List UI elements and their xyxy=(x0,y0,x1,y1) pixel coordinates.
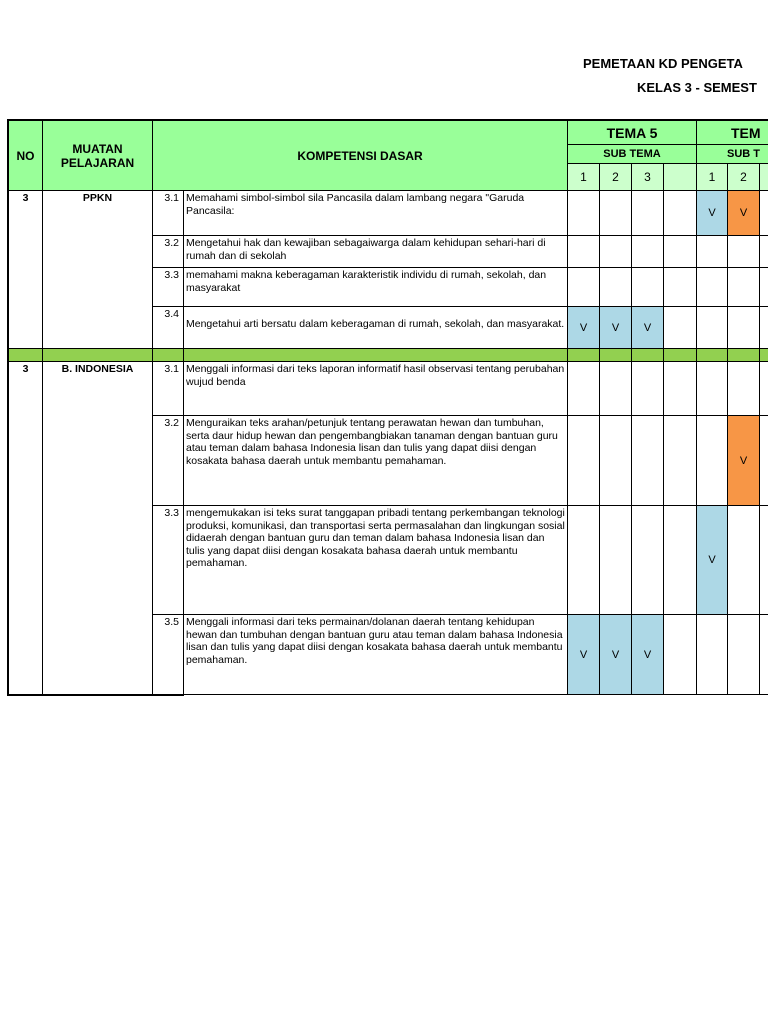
table-border xyxy=(7,119,768,121)
kd-number: 3.4 xyxy=(153,307,184,349)
subtema-mark xyxy=(600,362,632,416)
subtema-mark xyxy=(632,268,664,307)
subtema-mark xyxy=(697,307,728,349)
subtema-mark xyxy=(664,362,697,416)
cut-off-column xyxy=(760,191,768,236)
kd-text: Menguraikan teks arahan/petunjuk tentang perawatan hewan dan tumbuhan, serta daur hidup hewan dan pengembangbiakan tanaman dengan bantuan guru atau teman dalam bahasa Indonesia lisan dan tulis yang dapat diisi dengan kosakata bahasa daerah untuk membantu pemahaman. xyxy=(184,416,568,506)
subtema-mark xyxy=(568,191,600,236)
subtema-mark xyxy=(697,236,728,268)
subtema-number: 2 xyxy=(728,164,760,191)
subtema-mark xyxy=(697,362,728,416)
subtema-mark xyxy=(664,236,697,268)
kd-text: Menggali informasi dari teks laporan informatif hasil observasi tentang perubahan wujud benda xyxy=(184,362,568,416)
subtema-mark xyxy=(632,362,664,416)
cut-off-column xyxy=(760,615,768,695)
subtema-mark xyxy=(568,268,600,307)
subtema-mark xyxy=(697,416,728,506)
subtema-mark: V xyxy=(697,191,728,236)
subtema-mark xyxy=(697,268,728,307)
subtema-mark xyxy=(568,236,600,268)
row-no: 3 xyxy=(9,191,43,349)
subtema-mark: V xyxy=(697,506,728,615)
separator-row xyxy=(600,349,632,362)
cut-off-column xyxy=(760,236,768,268)
subtema-mark xyxy=(632,191,664,236)
kd-number: 3.3 xyxy=(153,268,184,307)
document-title: PEMETAAN KD PENGETA xyxy=(583,56,743,71)
header-tema-next: TEM xyxy=(697,121,768,145)
subtema-mark xyxy=(664,191,697,236)
separator-row xyxy=(9,349,43,362)
subtema-mark xyxy=(664,268,697,307)
subtema-mark xyxy=(600,191,632,236)
separator-row xyxy=(760,349,768,362)
header-subtema-next: SUB T xyxy=(697,145,768,164)
separator-row xyxy=(184,349,568,362)
header-tema-5: TEMA 5 xyxy=(568,121,697,145)
subtema-mark xyxy=(664,307,697,349)
document-subtitle: KELAS 3 - SEMEST xyxy=(637,80,757,95)
subtema-number: 3 xyxy=(632,164,664,191)
row-muatan: PPKN xyxy=(43,191,153,349)
subtema-mark xyxy=(664,615,697,695)
row-muatan: B. INDONESIA xyxy=(43,362,153,695)
subtema-mark xyxy=(728,615,760,695)
header-muatan: MUATAN PELAJARAN xyxy=(43,121,153,191)
subtema-mark xyxy=(568,362,600,416)
subtema-mark xyxy=(728,307,760,349)
subtema-mark: V xyxy=(568,615,600,695)
kd-number: 3.2 xyxy=(153,236,184,268)
kd-text: mengemukakan isi teks surat tanggapan pribadi tentang perkembangan teknologi produksi, komunikasi, dan transportasi serta permasalahan dan lingkungan sosial didaerah dengan bantuan guru dan teman dalam bahasa Indonesia lisan dan tulis yang dapat diisi dengan kosakata bahasa daerah untuk membantu pemahaman. xyxy=(184,506,568,615)
header-kompetensi-dasar: KOMPETENSI DASAR xyxy=(153,121,568,191)
kd-text: Memahami simbol-simbol sila Pancasila dalam lambang negara "Garuda Pancasila: xyxy=(184,191,568,236)
kd-text: Mengetahui arti bersatu dalam keberagaman di rumah, sekolah, dan masyarakat. xyxy=(184,307,568,349)
separator-row xyxy=(153,349,184,362)
subtema-number: 2 xyxy=(600,164,632,191)
subtema-number: 1 xyxy=(697,164,728,191)
header-no: NO xyxy=(9,121,43,191)
subtema-mark xyxy=(600,506,632,615)
subtema-number: 1 xyxy=(568,164,600,191)
subtema-mark: V xyxy=(728,416,760,506)
subtema-mark xyxy=(600,236,632,268)
subtema-mark xyxy=(568,416,600,506)
subtema-mark xyxy=(728,362,760,416)
subtema-mark xyxy=(632,236,664,268)
cut-off-column xyxy=(760,307,768,349)
separator-row xyxy=(664,349,697,362)
kd-text: memahami makna keberagaman karakteristik individu di rumah, sekolah, dan masyarakat xyxy=(184,268,568,307)
subtema-mark xyxy=(632,506,664,615)
subtema-mark xyxy=(728,506,760,615)
subtema-mark: V xyxy=(632,307,664,349)
subtema-mark: V xyxy=(728,191,760,236)
cut-off-column xyxy=(760,416,768,506)
subtema-mark xyxy=(568,506,600,615)
kd-number: 3.3 xyxy=(153,506,184,615)
table-border xyxy=(7,694,184,696)
cut-off-column xyxy=(760,506,768,615)
subtema-mark xyxy=(664,506,697,615)
separator-row xyxy=(632,349,664,362)
subtema-number-empty xyxy=(760,164,768,191)
subtema-number-empty xyxy=(664,164,697,191)
subtema-mark xyxy=(697,615,728,695)
table-border xyxy=(7,119,9,696)
separator-row xyxy=(43,349,153,362)
subtema-mark: V xyxy=(600,307,632,349)
kd-number: 3.1 xyxy=(153,191,184,236)
header-subtema: SUB TEMA xyxy=(568,145,697,164)
subtema-mark xyxy=(600,416,632,506)
subtema-mark: V xyxy=(568,307,600,349)
row-no: 3 xyxy=(9,362,43,695)
separator-row xyxy=(728,349,760,362)
subtema-mark xyxy=(728,236,760,268)
kd-number: 3.1 xyxy=(153,362,184,416)
subtema-mark xyxy=(664,416,697,506)
subtema-mark xyxy=(632,416,664,506)
kd-number: 3.2 xyxy=(153,416,184,506)
subtema-mark: V xyxy=(600,615,632,695)
subtema-mark: V xyxy=(632,615,664,695)
kd-text: Mengetahui hak dan kewajiban sebagaiwarga dalam kehidupan sehari-hari di rumah dan di sekolah xyxy=(184,236,568,268)
subtema-mark xyxy=(728,268,760,307)
kd-text: Menggali informasi dari teks permainan/dolanan daerah tentang kehidupan hewan dan tumbuhan dengan bantuan guru atau teman dalam bahasa Indonesia lisan dan tulis yang dapat diisi dengan kosakata bahasa daerah untuk membantu pemahaman. xyxy=(184,615,568,695)
subtema-mark xyxy=(600,268,632,307)
cut-off-column xyxy=(760,268,768,307)
kd-number: 3.5 xyxy=(153,615,184,695)
separator-row xyxy=(568,349,600,362)
separator-row xyxy=(697,349,728,362)
cut-off-column xyxy=(760,362,768,416)
